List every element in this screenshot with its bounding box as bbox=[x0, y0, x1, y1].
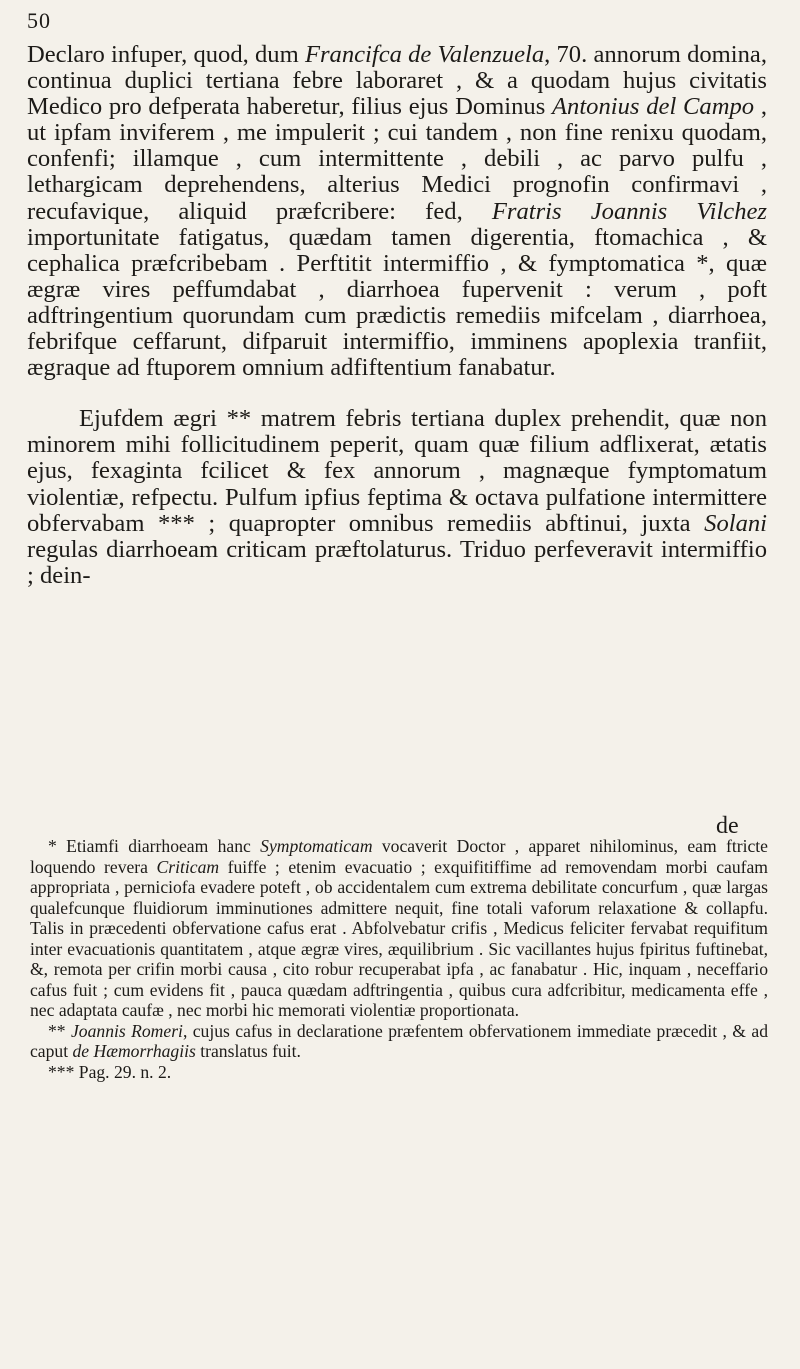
paragraph-1-part-b: , 70. annorum domina, continua duplici tertiana febre laboraret , & a quodam hujus civitatis Medico pro defperata haberetur, filius ejus Dominus bbox=[27, 41, 767, 121]
term-symptomaticam: Symptomaticam bbox=[260, 836, 373, 856]
name-francisca: Francifca de Valenzuela bbox=[304, 41, 545, 68]
main-text bbox=[27, 42, 767, 589]
footnote-2-part-a: , cujus cafus in declaratione præfentem obfervationem immediate præcedit , & ad caput bbox=[30, 1020, 768, 1061]
footnote-1-mark: * bbox=[48, 836, 57, 856]
footnote-2 bbox=[30, 1021, 768, 1062]
paragraph-2 bbox=[27, 406, 767, 589]
name-antonius: Antonius del Campo bbox=[552, 93, 755, 121]
footnote-3-text: Pag. 29. n. 2. bbox=[74, 1061, 172, 1082]
term-de-haemorrhagiis: de Hæmorrhagiis bbox=[72, 1041, 196, 1061]
paragraph-2-part-a: Ejufdem ægri ** matrem febris tertiana duplex prehendit, quæ non minorem mihi follicitudinem peperit, quam quæ filium adflixerat, ætatis ejus, fexaginta fcilicet & fex annorum , magnæque fymptomatum violentiæ, refpectu. Pulfum ipfius feptima & octava pulfatione intermittere obfervabam *** ; quapropter omnibus remediis abftinui, juxta bbox=[27, 405, 767, 537]
paragraph-1-part-c: , ut ipfam inviferem , me impulerit ; cui tandem , non fine renixu quodam, confenfi; illamque , cum intermittente , debili , ac parvo pulfu , lethargicam deprehendens, alterius Medici prognofin confirmavi , recufavique, aliquid præfcribere: fed, bbox=[27, 93, 767, 225]
term-joannis-romeri: Joannis Romeri bbox=[71, 1020, 183, 1041]
paragraph-1-part-a: Declaro infuper, quod, dum bbox=[27, 41, 305, 68]
footnote-3-mark: *** bbox=[48, 1061, 75, 1082]
name-joannis-vilchez: Fratris Joannis Vilchez bbox=[491, 197, 767, 225]
catchword: de bbox=[716, 813, 739, 839]
footnote-1-part-b: vocaverit Doctor , apparet nihilominus, eam ftricte loquendo revera bbox=[30, 836, 768, 877]
footnotes bbox=[30, 836, 768, 1082]
paragraph-1-part-d: importunitate fatigatus, quædam tamen digerentia, ftomachica , & cephalica præfcribebam . Perftitit intermiffio , & fymptomatica *, quæ ægræ vires peffumdabat , diarrhoea fupervenit : verum , poft adftringentium quorundam cum prædictis remediis mifcelam , diarrhoea, febrifque ceffarunt, difparuit intermiffio, imminens apoplexia tranfiit, ægraque ad ftuporem omnium adfiftentium fanabatur. bbox=[27, 223, 767, 382]
footnote-2-part-b: translatus fuit. bbox=[195, 1041, 301, 1061]
page-number: 50 bbox=[27, 8, 51, 33]
footnote-1-part-c: fuiffe ; etenim evacuatio ; exquifitiffime ad removendam morbi caufam appropriata , perniciofa evadere poteft , ob accidentalem cum extrema debilitate concurfum , quæ largas qualefcunque fluidiorum imminutiones admittere nequit, fine totali vaforum relaxatione & collapfu. Talis in præcedenti obfervatione cafus erat . Abfolvebatur crifis , Medicus feliciter fervabat requifitum inter evacuationis quantitatem , atque ægræ vires, æquilibrium . Sic vacillantes hujus fpiritus fuftinebat, &, remota per crifin morbi causa , cito robur recuperabat ipfa , ac fanabatur . Hic, inquam , neceffario cafus fuit ; cum evidens fit , pauca quædam adftringentia , quibus cura adfcribitur, medicamenta effe , nec adaptata caufæ , nec morbi hic memorati violentiæ proportionata. bbox=[30, 856, 768, 1020]
footnote-2-mark: ** bbox=[48, 1020, 66, 1041]
term-criticam: Criticam bbox=[156, 856, 220, 877]
footnote-1 bbox=[30, 836, 768, 1021]
paragraph-2-part-b: regulas diarrhoeam criticam præftolaturus. Triduo perfeveravit intermiffio ; dein- bbox=[27, 535, 767, 589]
footnote-1-part-a: Etiamfi diarrhoeam hanc bbox=[56, 836, 261, 856]
paragraph-1 bbox=[27, 42, 767, 381]
footnote-3 bbox=[30, 1062, 768, 1083]
name-solani: Solani bbox=[704, 509, 767, 537]
